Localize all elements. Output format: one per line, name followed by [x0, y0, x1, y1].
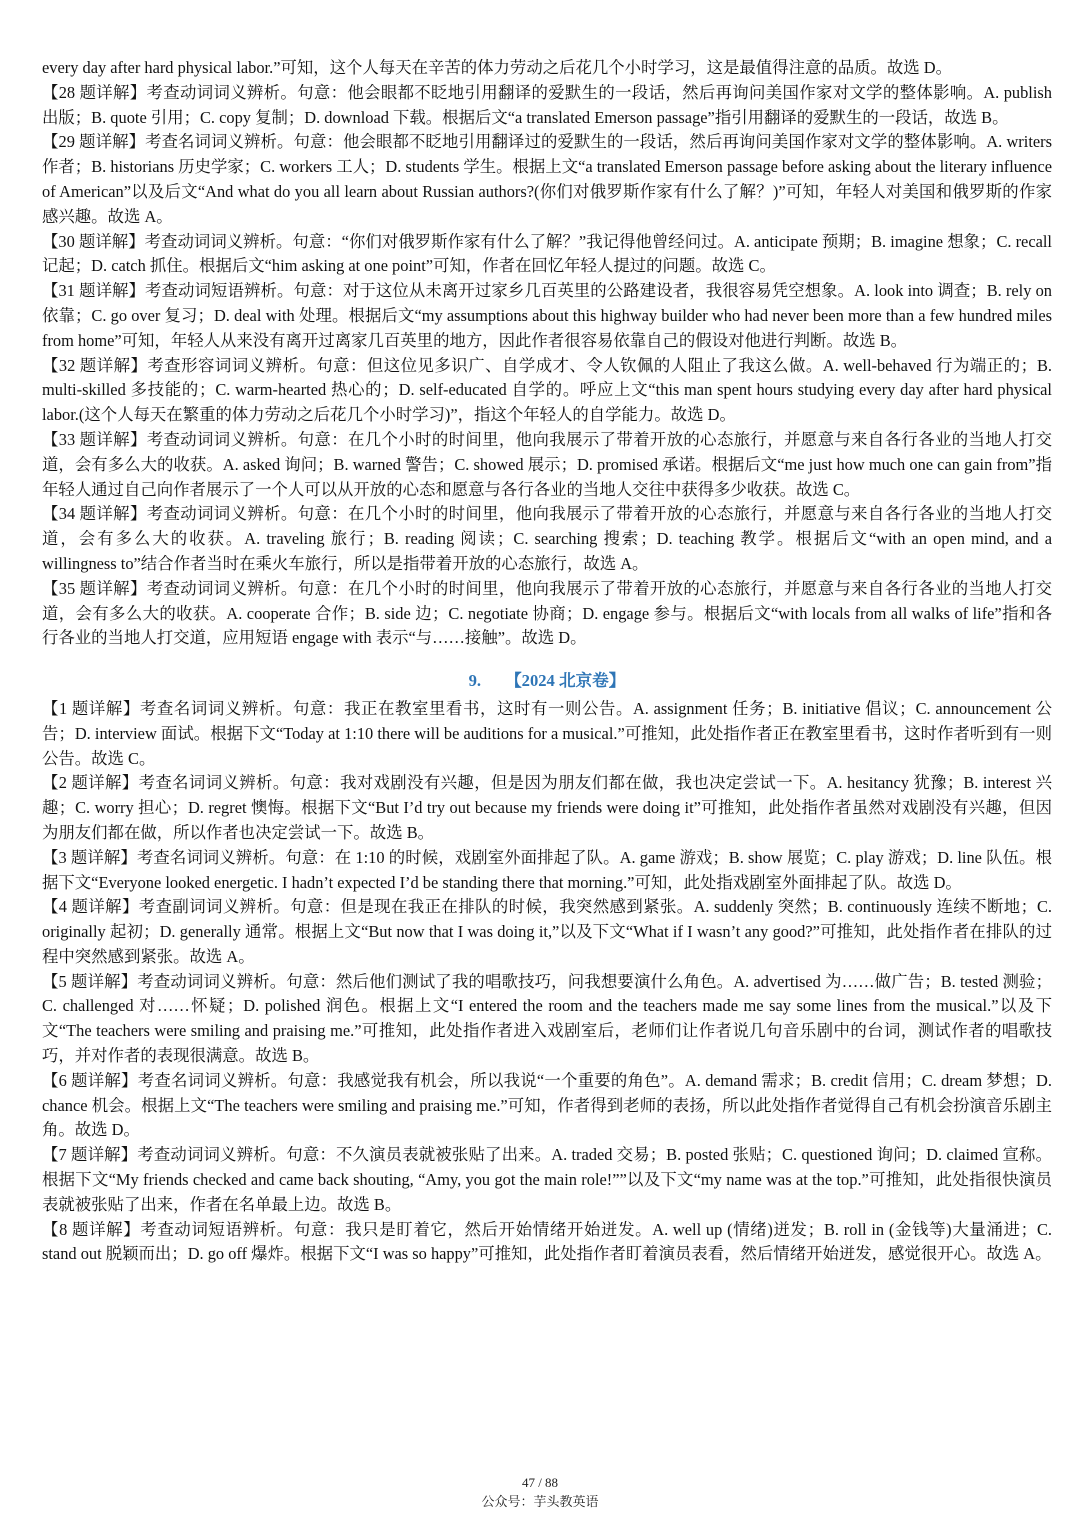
- explanation-paragraph: 【29 题详解】考查名词词义辨析。句意：他会眼都不眨地引用翻译过的爱默生的一段话，然后再询问美国作家对文学的整体影响。A. writers 作者；B. historians 历史学家；C. workers 工人；D. students 学生。根据上文“a translated Emerson passage before asking about the literary influence of American”以及后文“And what do you all learn about Russian authors?(你们对俄罗斯作家有什么了解？)”可知，年轻人对美国和俄罗斯的作家感兴趣。故选 A。: [42, 132, 1057, 226]
- explanation-paragraph: 【30 题详解】考查动词词义辨析。句意：“你们对俄罗斯作家有什么了解？”我记得他曾经问过。A. anticipate 预期；B. imagine 想象；C. recall 记起；D. catch 抓住。根据后文“him asking at one point”可知，作者在回忆年轻人提过的问题。故选 C。: [42, 231, 1057, 276]
- section-title: 【2024 北京卷】: [505, 671, 626, 691]
- explanation-paragraph: 【31 题详解】考查动词短语辨析。句意：对于这位从未离开过家乡几百英里的公路建设者，我很容易凭空想象。A. look into 调查；B. rely on 依靠；C. go over 复习；D. deal with 处理。根据后文“my assumptions about this highway builder who had never been more than a few hundred miles from home”可知，年轻人从来没有离开过离家几百英里的地方，因此作者很容易依靠自己的假设对他进行判断。故选 B。: [42, 281, 1057, 350]
- explanation-paragraph: 【5 题详解】考查动词词义辨析。句意：然后他们测试了我的唱歌技巧，问我想要演什么角色。A. advertised 为……做广告；B. tested 测验；C. challenged 对……怀疑；D. polished 润色。根据上文“I entered the room and the teachers made me say some lines from the musical.”以及下文“The teachers were smiling and praising me.”可推知，此处指作者进入戏剧室后，老师们让作者说几句音乐剧中的台词，测试作者的唱歌技巧，并对作者的表现很满意。故选 B。: [42, 971, 1052, 1066]
- section-heading: [42, 669, 1052, 694]
- explanation-paragraph: 【2 题详解】考查名词词义辨析。句意：我对戏剧没有兴趣，但是因为朋友们都在做，我也决定尝试一下。A. hesitancy 犹豫；B. interest 兴趣；C. worry 担心；D. regret 懊悔。根据下文“But I’d try out because my friends were doing it”可推知，此处指作者虽然对戏剧没有兴趣，但因为朋友们都在做，所以作者也决定尝试一下。故选 B。: [42, 773, 1052, 842]
- explanation-paragraph: 【8 题详解】考查动词短语辨析。句意：我只是盯着它，然后开始情绪开始迸发。A. well up (情绪)迸发；B. roll in (金钱等)大量涌进；C. stand out 脱颖而出；D. go off 爆炸。根据下文“I was so happy”可推知，此处指作者盯着演员表看，然后情绪开始迸发，感觉很开心。故选 A。: [42, 1219, 1057, 1264]
- explanation-paragraph: 【7 题详解】考查动词词义辨析。句意：不久演员表就被张贴了出来。A. traded 交易；B. posted 张贴；C. questioned 询问；D. claimed 宣称。根据下文“My friends checked and came back shouting, “Amy, you got the main role!””以及下文“my name was at the top.”可推知，此处指很快演员表就被张贴了出来，作者在名单最上边。故选 B。: [42, 1145, 1052, 1214]
- continuation-paragraph: every day after hard physical labor.”可知，这个人每天在辛苦的体力劳动之后花几个小时学习，这是最值得注意的品质。故选 D。: [42, 58, 953, 77]
- explanation-paragraph: 【32 题详解】考查形容词词义辨析。句意：但这位见多识广、自学成才、令人钦佩的人阻止了我这么做。A. well-behaved 行为端正的；B. multi-skilled 多技能的；C. warm-hearted 热心的；D. self-educated 自学的。呼应上文“this man spent hours studying every day after hard physical labor.(这个人每天在繁重的体力劳动之后花几个小时学习)”，指这个年轻人的自学能力。故选 D。: [42, 355, 1057, 425]
- section-one-explanations: [42, 81, 1057, 651]
- page-number: 47 / 88: [521, 1475, 559, 1490]
- explanation-paragraph: 【1 题详解】考查名词词义辨析。句意：我正在教室里看书，这时有一则公告。A. assignment 任务；B. initiative 倡议；C. announcement 公告；D. interview 面试。根据下文“Today at 1:10 there will be auditions for a musical.”可推知，此处指作者正在教室里看书，这时作者听到有一则公告。故选 C。: [42, 698, 1052, 768]
- section-two-explanations: [42, 697, 1057, 1267]
- explanation-paragraph: 【33 题详解】考查动词词义辨析。句意：在几个小时的时间里，他向我展示了带着开放的心态旅行，并愿意与来自各行各业的当地人打交道，会有多么大的收获。A. asked 询问；B. warned 警告；C. showed 展示；D. promised 承诺。根据后文“me just how much one can gain from”指年轻人通过自己向作者展示了一个人可以从开放的心态和愿意与各行各业的当地人交往中获得多少收获。故选 C。: [42, 429, 1052, 499]
- footer-source: 公众号：芋头教英语: [481, 1494, 599, 1509]
- explanation-paragraph: 【6 题详解】考查名词词义辨析。句意：我感觉我有机会，所以我说“一个重要的角色”。A. demand 需求；B. credit 信用；C. dream 梦想；D. chance 机会。根据上文“The teachers were smiling and praising me.”可知，作者得到老师的表扬，所以此处指作者觉得自己有机会扮演音乐剧主角。故选 D。: [42, 1070, 1057, 1140]
- page-footer: [0, 1473, 1080, 1511]
- explanation-paragraph: 【28 题详解】考查动词词义辨析。句意：他会眼都不眨地引用翻译的爱默生的一段话，然后再询问美国作家对文学的整体影响。A. publish 出版；B. quote 引用；C. copy 复制；D. download 下载。根据后文“a translated Emerson passage”指引用翻译的爱默生的一段话，故选 B。: [42, 82, 1057, 127]
- explanation-paragraph: 【4 题详解】考查副词词义辨析。句意：但是现在我正在排队的时候，我突然感到紧张。A. suddenly 突然；B. continuously 连续不断地；C. originally 起初；D. generally 通常。根据上文“But now that I was doing it,”以及下文“What if I wasn’t any good?”可推知，此处指作者在排队的过程中突然感到紧张。故选 A。: [42, 897, 1057, 966]
- explanation-paragraph: 【34 题详解】考查动词词义辨析。句意：在几个小时的时间里，他向我展示了带着开放的心态旅行，并愿意与来自各行各业的当地人打交道，会有多么大的收获。A. traveling 旅行；B. reading 阅读；C. searching 搜索；D. teaching 教学。根据后文“with an open mind, and a willingness to”结合作者当时在乘火车旅行，所以是指带着开放的心态旅行，故选 A。: [42, 504, 1057, 573]
- explanation-paragraph: 【35 题详解】考查动词词义辨析。句意：在几个小时的时间里，他向我展示了带着开放的心态旅行，并愿意与来自各行各业的当地人打交道，会有多么大的收获。A. cooperate 合作；B. side 边；C. negotiate 协商；D. engage 参与。根据后文“with locals from all walks of life”指和各行各业的当地人打交道，应用短语 engage with 表示“与……接触”。故选 D。: [42, 578, 1052, 648]
- document-body: [42, 56, 1057, 1267]
- section-number: 9.: [468, 671, 482, 691]
- explanation-paragraph: 【3 题详解】考查名词词义辨析。句意：在 1:10 的时候，戏剧室外面排起了队。A. game 游戏；B. show 展览；C. play 游戏；D. line 队伍。根据下文“Everyone looked energetic. I hadn’t expected I’d be standing there that morning.”可知，此处指戏剧室外面排起了队。故选 D。: [42, 847, 1052, 892]
